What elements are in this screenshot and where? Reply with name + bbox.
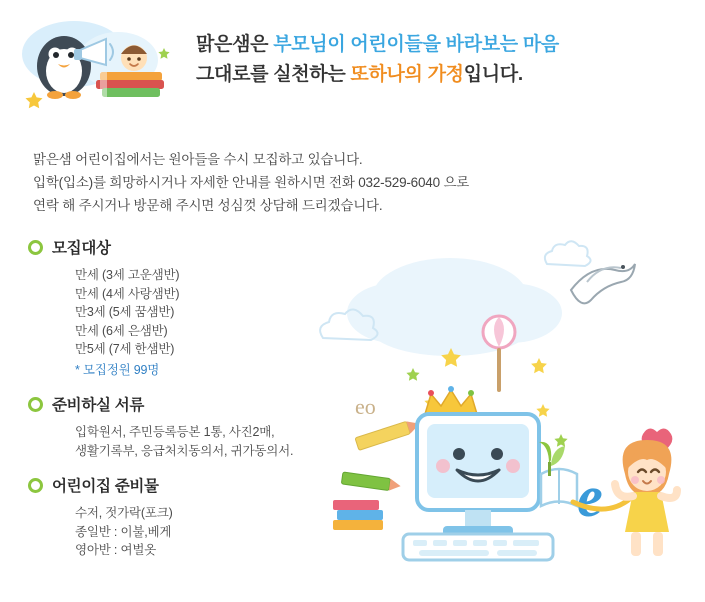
- headline-line2-highlight: 또하나의 가정: [350, 64, 464, 85]
- section-title: 모집대상: [52, 240, 111, 257]
- intro-line-3: 연락 해 주시거나 방문해 주시면 성심껏 상담해 드리겠습니다.: [33, 198, 383, 213]
- headline-line2-text: 그대로를 실천하는: [196, 64, 351, 85]
- list-item: 입학원서, 주민등록등본 1통, 사진2매,: [75, 425, 275, 439]
- list-item: 만5세 (7세 한샘반): [75, 342, 175, 356]
- header-headline-line2: [196, 60, 559, 90]
- penguin-megaphone-books-illustration: [14, 14, 184, 110]
- circle-bullet-icon: [28, 478, 43, 493]
- svg-text:eo: eo: [355, 394, 376, 419]
- circle-bullet-icon: [28, 240, 43, 255]
- computer-kids-clouds-illustration: [285, 228, 705, 588]
- section-header: [28, 393, 328, 415]
- header-headline: [196, 30, 559, 90]
- list-item: 수저, 젓가락(포크): [75, 506, 173, 520]
- section-required-documents: [28, 393, 328, 460]
- intro-paragraph: [33, 148, 469, 217]
- headline-line1-text: 맑은샘은: [196, 34, 274, 55]
- content-sections: [28, 236, 328, 574]
- header-headline-line1: [196, 30, 559, 60]
- svg-text:e: e: [577, 464, 603, 529]
- section-note: * 모집정원 99명: [75, 362, 160, 377]
- intro-line-2: 입학(입소)를 희망하시거나 자세한 안내를 원하시면 전화 032-529-6040 으로: [33, 175, 470, 190]
- list-item: 생활기록부, 응급처치동의서, 귀가동의서.: [75, 443, 294, 458]
- section-supplies: [28, 474, 328, 560]
- section-recruit-target: [28, 236, 328, 379]
- section-body: [75, 266, 328, 379]
- section-header: [28, 474, 328, 496]
- section-header: [28, 236, 328, 258]
- headline-line1-highlight: 부모님이 어린이들을 바라보는 마음: [273, 34, 559, 55]
- intro-line-1: 맑은샘 어린이집에서는 원아들을 수시 모집하고 있습니다.: [33, 152, 363, 167]
- list-item: 만세 (6세 은샘반): [75, 323, 168, 338]
- list-item: 영아반 : 여벌옷: [75, 543, 157, 557]
- section-title: 어린이집 준비물: [52, 478, 159, 495]
- list-item: 종일반 : 이불,베게: [75, 524, 172, 539]
- circle-bullet-icon: [28, 397, 43, 412]
- page-header: [0, 0, 705, 120]
- headline-line2-tail: 입니다.: [463, 64, 523, 85]
- section-body: [75, 504, 328, 560]
- list-item: 만세 (4세 사랑샘반): [75, 286, 180, 301]
- list-item: 만세 (3세 고운샘반): [75, 268, 180, 282]
- section-body: [75, 423, 328, 460]
- list-item: 만3세 (5세 꿈샘반): [75, 305, 175, 319]
- section-title: 준비하실 서류: [52, 397, 145, 414]
